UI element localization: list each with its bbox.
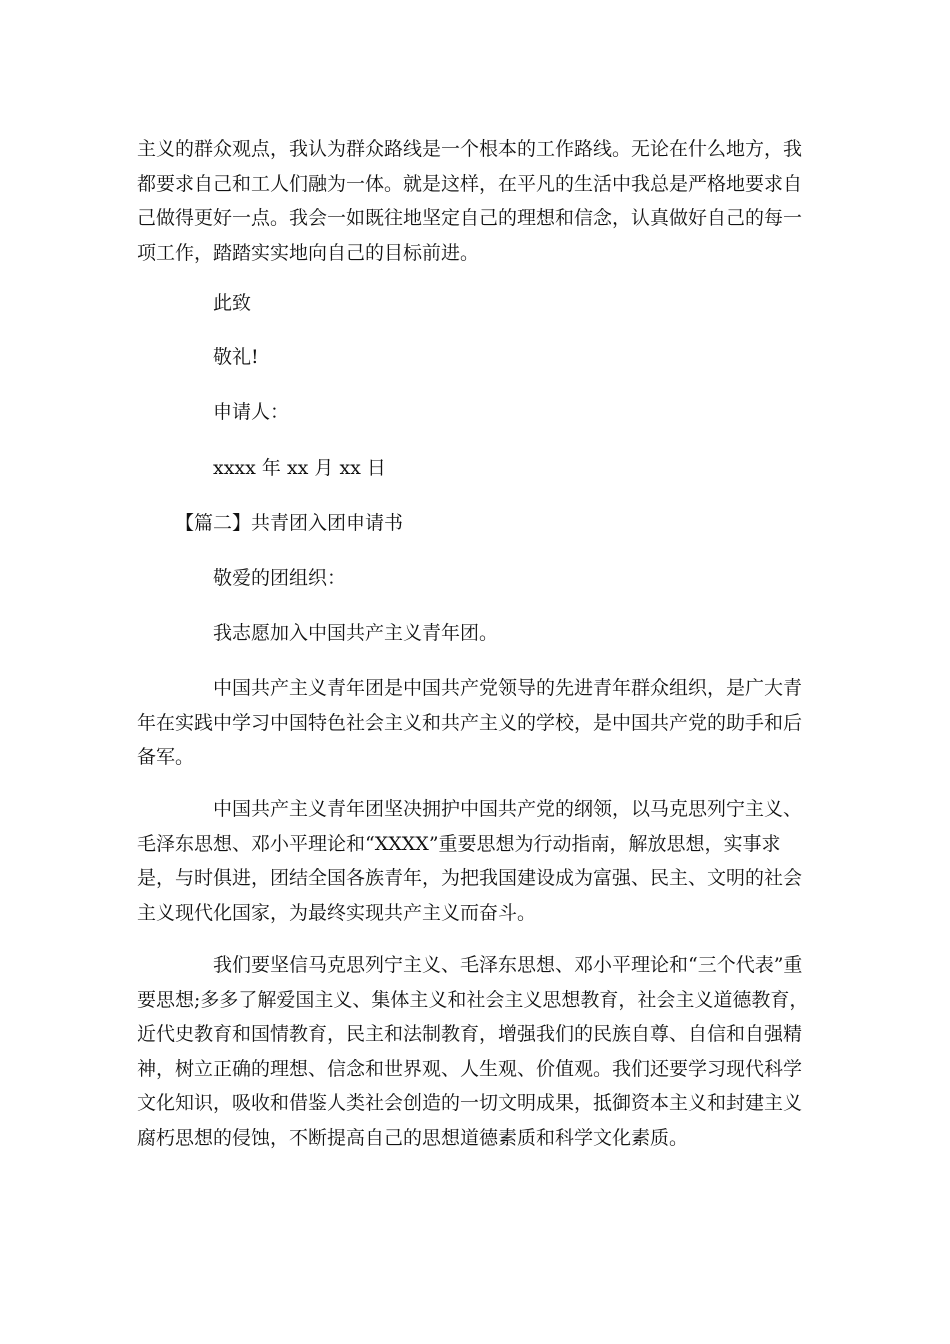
paragraph-continued: 主义的群众观点，我认为群众路线是一个根本的工作路线。无论在什么地方，我都要求自己和工人们融为一体。就是这样，在平凡的生活中我总是严格地要求自己做得更好一点。我会一如既往地坚定自己的理想和信念，认真做好自己的每一项工作，踏踏实实地向自己的目标前进。 [137, 138, 803, 264]
date-line: xxxx 年 xx 月 xx 日 [213, 457, 386, 479]
closing-line-1: 此致 [213, 292, 252, 314]
closing-line-2: 敬礼! [213, 346, 259, 368]
applicant-label: 申请人： [213, 401, 290, 423]
intent-statement: 我志愿加入中国共产主义青年团。 [213, 622, 499, 644]
section-heading: 【篇二】共青团入团申请书 [175, 512, 404, 534]
paragraph-3: 中国共产主义青年团坚决拥护中国共产党的纲领，以马克思列宁主义、毛泽东思想、邓小平理论和“XXXX”重要思想为行动指南，解放思想，实事求是，与时俱进，团结全国各族青年，为把我国建设成为富强、民主、文明的社会主义现代化国家，为最终实现共产主义而奋斗。 [137, 798, 803, 924]
paragraph-4: 我们要坚信马克思列宁主义、毛泽东思想、邓小平理论和“三个代表”重要思想;多多了解爱国主义、集体主义和社会主义思想教育，社会主义道德教育，近代史教育和国情教育，民主和法制教育，增强我们的民族自尊、自信和自强精神，树立正确的理想、信念和世界观、人生观、价值观。我们还要学习现代科学文化知识，吸收和借鉴人类社会创造的一切文明成果，抵御资本主义和封建主义腐朽思想的侵蚀，不断提高自己的思想道德素质和科学文化素质。 [137, 954, 809, 1149]
salutation: 敬爱的团组织： [213, 567, 347, 589]
paragraph-2: 中国共产主义青年团是中国共产党领导的先进青年群众组织，是广大青年在实践中学习中国特色社会主义和共产主义的学校，是中国共产党的助手和后备军。 [137, 677, 803, 768]
